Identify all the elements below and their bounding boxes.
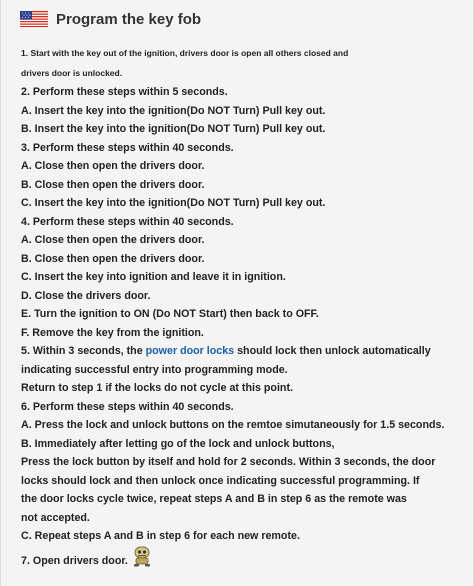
power-door-locks-link[interactable]: power door locks <box>145 345 235 357</box>
us-flag-icon <box>20 11 48 27</box>
step-1-line-2: drivers door is unlocked. <box>21 68 123 78</box>
step-7 <box>21 550 467 569</box>
step-2-a: A. Insert the key into the ignition(Do NOT Turn) Pull key out. <box>21 104 326 117</box>
step-4: 4. Perform these steps within 40 seconds. <box>21 215 234 228</box>
step-3-b: B. Close then open the drivers door. <box>21 178 205 191</box>
header <box>20 8 460 30</box>
step-5-prefix: 5. Within 3 seconds, the <box>21 345 146 357</box>
step-3-c: C. Insert the key into the ignition(Do NOT Turn) Pull key out. <box>21 197 326 209</box>
step-5 <box>21 342 467 361</box>
step-3: 3. Perform these steps within 40 seconds. <box>21 141 234 154</box>
step-6-a: A. Press the lock and unlock buttons on the remtoe simutaneously for 1.5 seconds. <box>21 419 445 431</box>
page-title: Program the key fob <box>56 10 202 28</box>
robot-emoticon-icon <box>132 545 152 567</box>
step-2-b: B. Insert the key into the ignition(Do NOT Turn) Pull key out. <box>21 123 326 135</box>
step-4-e: E. Turn the ignition to ON (Do NOT Start) then back to OFF. <box>21 308 319 320</box>
step-3-a: A. Close then open the drivers door. <box>21 160 205 172</box>
step-4-d: D. Close the drivers door. <box>21 289 151 302</box>
step-6: 6. Perform these steps within 40 seconds. <box>21 400 234 413</box>
step-6-line-e: the door locks cycle twice, repeat steps A and B in step 6 as the remote was <box>21 493 407 505</box>
step-7-text: 7. Open drivers door. <box>21 554 128 567</box>
step-5-line-3: Return to step 1 if the locks do not cycle at this point. <box>21 382 293 394</box>
step-4-f: F. Remove the key from the ignition. <box>21 326 204 339</box>
step-6-c: C. Repeat steps A and B in step 6 for each new remote. <box>21 530 300 542</box>
step-6-b: B. Immediately after letting go of the lock and unlock buttons, <box>21 437 335 450</box>
step-6-line-f: not accepted. <box>21 511 90 524</box>
step-4-c: C. Insert the key into ignition and leave it in ignition. <box>21 271 286 283</box>
step-6-line-c: Press the lock button by itself and hold for 2 seconds. Within 3 seconds, the door <box>21 456 436 468</box>
step-1-line-1: 1. Start with the key out of the ignition, drivers door is open all others closed and <box>21 48 349 58</box>
step-5-line-2: indicating successful entry into programming mode. <box>21 363 288 376</box>
instructions <box>21 43 467 568</box>
step-2: 2. Perform these steps within 5 seconds. <box>21 86 228 98</box>
step-4-a: A. Close then open the drivers door. <box>21 234 205 246</box>
step-5-suffix: should lock then unlock automatically <box>234 345 431 357</box>
step-6-line-d: locks should lock and then unlock once indicating successful programming. If <box>21 474 420 487</box>
step-4-b: B. Close then open the drivers door. <box>21 252 205 265</box>
